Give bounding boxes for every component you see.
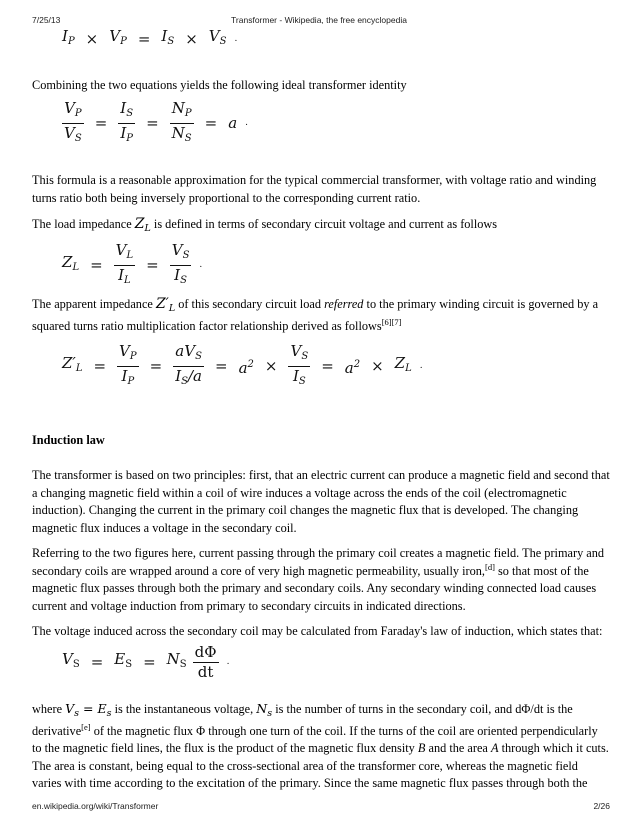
- inline-math-vs-es: $V_s = E_s$: [65, 701, 112, 719]
- equation-power-identity: $I_P$ × $V_P$ = $I_S$ × $V_S$ .: [62, 27, 238, 48]
- paragraph-load-impedance: The load impedance $Z_L$ is defined in terms of secondary circuit voltage and current as follows: [32, 216, 498, 234]
- paragraph-core-permeability: Referring to the two figures here, current passing through the primary coil creates a magnetic field. The primary and secondary coils are wrapped around a core of very high magnetic permeability, usually iron,[d] so that most of the magnetic flux passes through both the primary and secondary coils. Any secondary winding connected load causes current and voltage induction from primary to secondary circuits in indicated directions.: [32, 546, 605, 613]
- paragraph-approximation: This formula is a reasonable approximation for the typical commercial transformer, with voltage ratio and winding turns ratio both being inversely proportional to the corresponding current ratio.: [32, 173, 597, 205]
- header-title: Transformer - Wikipedia, the free encyclopedia: [231, 15, 407, 25]
- paragraph-two-principles: The transformer is based on two principles: first, that an electric current can produce a magnetic field and second that a changing magnetic field within a coil of wire induces a voltage across the ends of the coil (electromagnetic induction). Changing the current in the primary coil changes the magnetic flux that is developed. The changing magnetic flux induces a voltage in the secondary coil.: [32, 468, 610, 535]
- paragraph-combining: Combining the two equations yields the following ideal transformer identity: [32, 78, 407, 92]
- paragraph-faraday: The voltage induced across the secondary coil may be calculated from Faraday's law of induction, which states that:: [32, 624, 603, 638]
- citation-6-7[interactable]: [6][7]: [381, 316, 402, 327]
- inline-math-zl-prime: $Z'_L$: [155, 296, 176, 314]
- header-date: 7/25/13: [32, 15, 61, 25]
- paragraph-where-derivative: where $V_s = E_s$ is the instantaneous voltage, $N_s$ is the number of turns in the secondary coil, and dΦ/dt is the derivative[e] of the magnetic flux Φ through one turn of the coil. If the turns of the coil are oriented perpendicularly to the magnetic field lines, the flux is the product of the magnetic flux density B and the area A through which it cuts. The area is constant, being equal to the cross-sectional area of the transformer core, whereas the magnetic field varies with time according to the excitation of the primary. Since the same magnetic flux passes through both the: [32, 701, 609, 790]
- equation-faraday-law: $V_S$ = $E_S$ = $N_S$ $\frac{d\Phi}{dt}$ .: [62, 643, 230, 681]
- equation-load-impedance: $Z_L$ = $\frac{V_L}{I_L}$ = $\frac{V_S}{I_S}$ .: [62, 241, 203, 286]
- footer-url: en.wikipedia.org/wiki/Transformer: [32, 801, 159, 811]
- inline-math-ns: $N_s$: [256, 701, 273, 719]
- inline-math-zl: $Z_L$: [134, 216, 151, 234]
- section-heading-induction-law: Induction law: [32, 433, 105, 447]
- footer-page-number: 2/26: [593, 801, 610, 811]
- citation-e[interactable]: [e]: [81, 721, 91, 732]
- citation-d[interactable]: [d]: [485, 561, 495, 572]
- equation-ideal-transformer: $\frac{V_P}{V_S}$ = $\frac{I_S}{I_P}$ = $\frac{N_P}{N_S}$ = a .: [64, 99, 249, 144]
- paragraph-apparent-impedance: The apparent impedance $Z'_L$ of this secondary circuit load referred to the primary winding circuit is governed by a squared turns ratio multiplication factor relationship derived as follows[6][7]: [32, 296, 599, 333]
- equation-referred-impedance: $Z'_L$ = $\frac{V_P}{I_P}$ = $\frac{aV_S}{I_S/a}$ = $a^2$ × $\frac{V_S}{I_S}$ = $a^2$ × $Z_L$ .: [62, 342, 423, 387]
